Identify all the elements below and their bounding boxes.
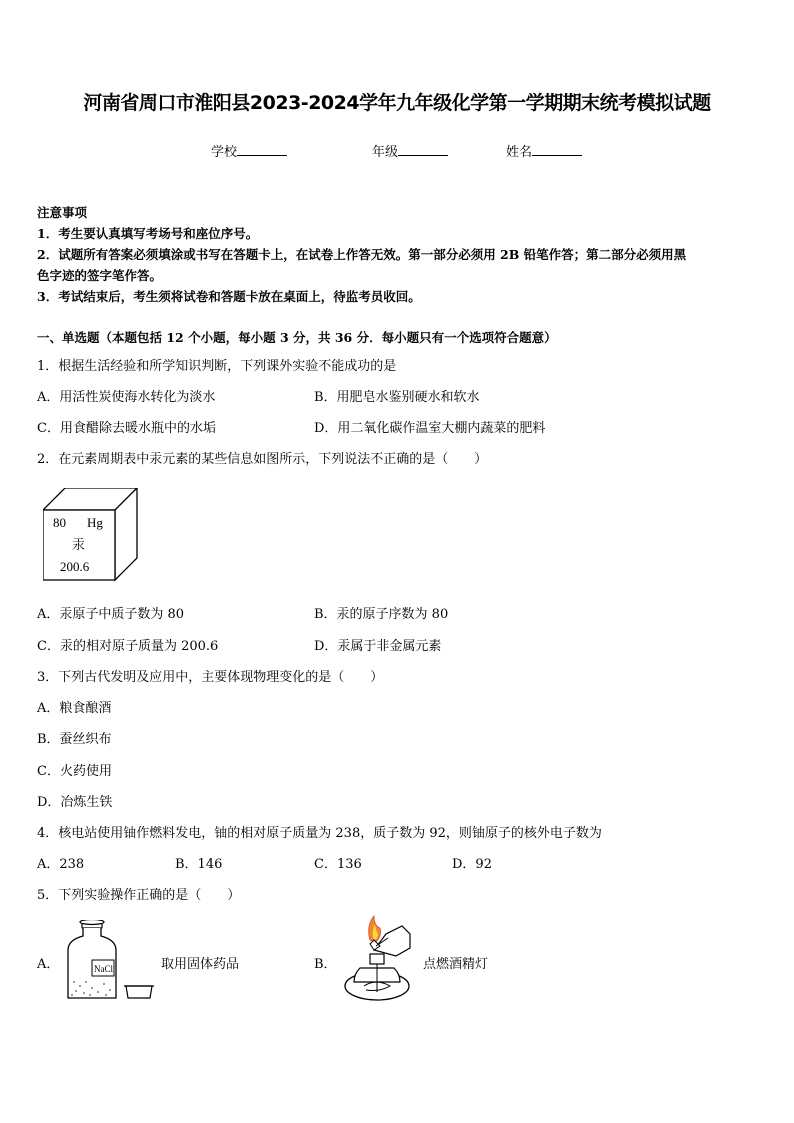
page-title: 河南省周口市淮阳县2023-2024学年九年级化学第一学期期末统考模拟试题 (83, 92, 711, 114)
q4-option-d: D．92 (452, 857, 492, 872)
question-3-stem: 3．下列古代发明及应用中，主要体现物理变化的是（ ） (37, 670, 384, 685)
q3-option-c: C．火药使用 (37, 764, 112, 779)
q1-option-c: C．用食醋除去暖水瓶中的水垢 (37, 421, 216, 436)
section-heading: 一、单选题（本题包括 12 个小题，每小题 3 分，共 36 分．每小题只有一个选项符合题意） (37, 330, 557, 345)
q4-option-a: A．238 (37, 857, 85, 872)
q2-option-a: A．汞原子中质子数为 80 (37, 607, 185, 622)
q2-option-c: C．汞的相对原子质量为 200.6 (37, 639, 219, 654)
question-5-stem: 5．下列实验操作正确的是（ ） (37, 888, 241, 903)
name-blank (532, 143, 582, 156)
q2-option-d: D．汞属于非金属元素 (314, 639, 442, 654)
school-field (211, 141, 287, 160)
q5-option-b-text: 点燃酒精灯 (423, 957, 489, 972)
alcohol-lamp-icon (336, 912, 420, 1004)
grade-label: 年级 (372, 145, 399, 160)
q5-option-b-letter: B． (314, 957, 337, 972)
q1-option-b: B．用肥皂水鉴别硬水和软水 (314, 390, 480, 405)
q2-option-b: B．汞的原子序数为 80 (314, 607, 449, 622)
q3-option-d: D．冶炼生铁 (37, 795, 113, 810)
element-mass: 200.6 (60, 559, 90, 574)
q5-option-a-letter: A． (37, 957, 60, 972)
q4-option-b: B．146 (175, 857, 223, 872)
bottle-label: NaCl (94, 964, 113, 974)
question-4-stem: 4．核电站使用铀作燃料发电，铀的相对原子质量为 238，质子数为 92，则铀原子的核外电子数为 (37, 826, 602, 841)
question-2-stem: 2．在元素周期表中汞元素的某些信息如图所示，下列说法不正确的是（ ） (37, 452, 488, 467)
name-label: 姓名 (506, 145, 533, 160)
q4-option-c: C．136 (314, 857, 362, 872)
school-blank (237, 143, 287, 156)
school-label: 学校 (211, 145, 238, 160)
notice-item: 3．考试结束后，考生须将试卷和答题卡放在桌面上，待监考员收回。 (37, 289, 421, 304)
q5-option-a-text: 取用固体药品 (161, 957, 240, 972)
q3-option-b: B．蚕丝织布 (37, 732, 112, 747)
name-field (506, 141, 582, 160)
notice-item: 色字迹的签字笔作答。 (37, 268, 163, 283)
q1-option-d: D．用二氧化碳作温室大棚内蔬菜的肥料 (314, 421, 546, 436)
notice-item: 1．考生要认真填写考场号和座位序号。 (37, 226, 259, 241)
q1-option-a: A．用活性炭使海水转化为淡水 (37, 390, 216, 405)
reagent-bottle-icon (64, 920, 160, 1004)
question-1-stem: 1．根据生活经验和所学知识判断，下列课外实验不能成功的是 (37, 359, 397, 374)
mercury-element-card (43, 488, 139, 584)
element-name: 汞 (72, 538, 86, 553)
q3-option-a: A．粮食酿酒 (37, 701, 112, 716)
element-symbol: Hg (87, 515, 103, 530)
element-number: 80 (53, 515, 66, 530)
notice-heading: 注意事项 (37, 205, 88, 220)
notice-item: 2．试题所有答案必须填涂或书写在答题卡上，在试卷上作答无效。第一部分必须用 2B 铅笔作答；第二部分必须用黑 (37, 247, 687, 262)
grade-field (372, 141, 448, 160)
grade-blank (398, 143, 448, 156)
